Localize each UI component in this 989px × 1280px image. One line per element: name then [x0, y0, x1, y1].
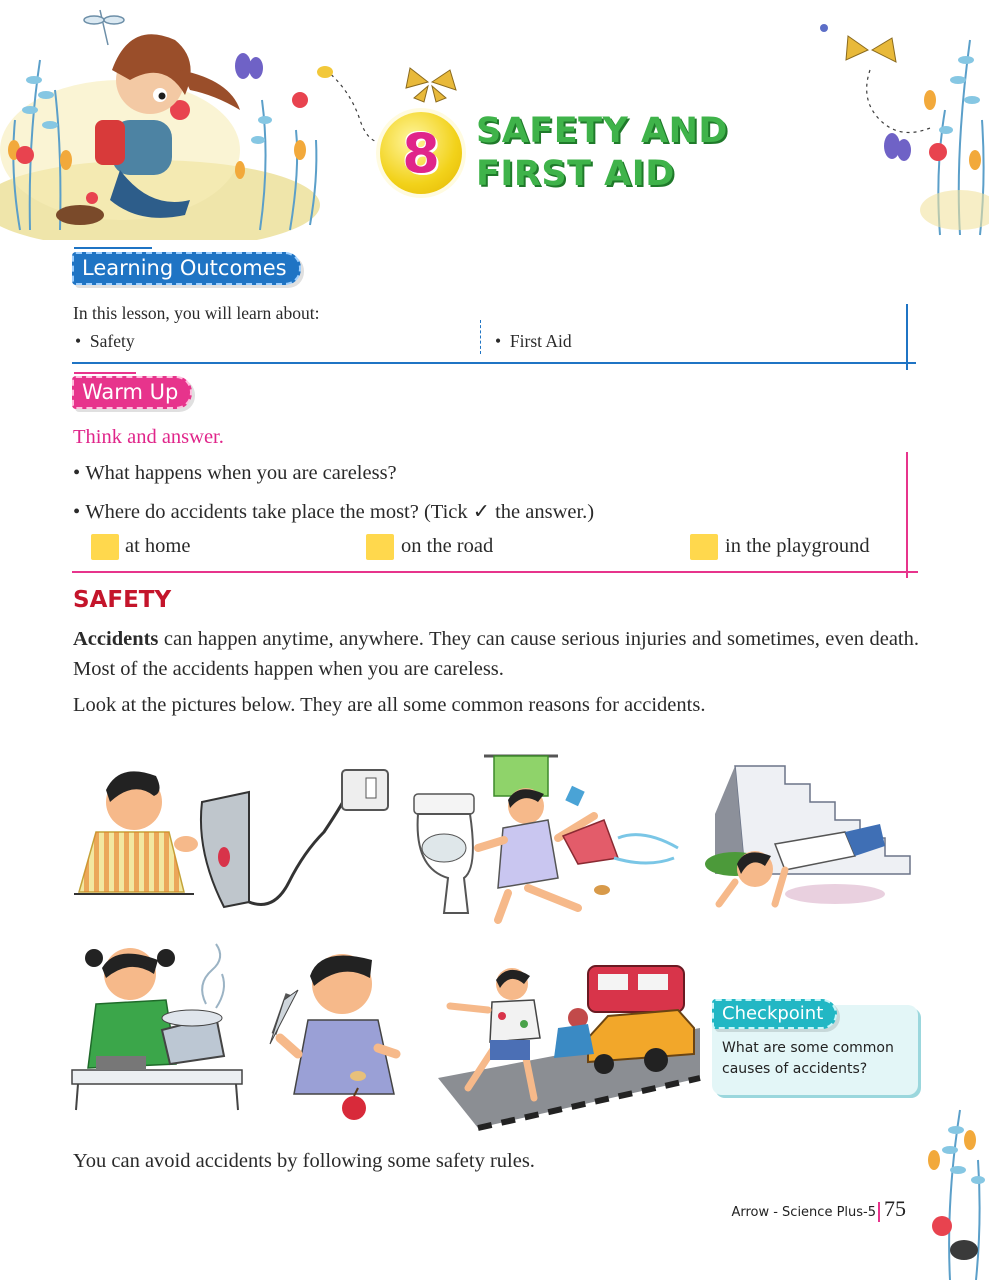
option-in-the-playground: in the playground: [725, 535, 870, 557]
illustration-hot-iron: [74, 762, 394, 912]
page-number: 75: [884, 1196, 906, 1221]
safety-conclusion: You can avoid accidents by following some safety rules.: [73, 1150, 535, 1172]
checkpoint-label: Checkpoint: [712, 999, 837, 1029]
learning-outcomes-divider: [480, 320, 481, 354]
illustration-road-accident: [438, 958, 700, 1128]
learning-outcome-item: [75, 331, 135, 352]
warm-up-bottom-rule: [72, 571, 918, 573]
bullet-icon: •: [495, 331, 510, 351]
warm-up-accent-line: [74, 372, 136, 374]
warm-up-prompt: Think and answer.: [73, 426, 224, 448]
bullet-icon: •: [73, 501, 86, 523]
chapter-title-line-2: FIRST AID: [476, 154, 675, 194]
term-accidents: Accidents: [73, 628, 159, 650]
option-at-home: at home: [125, 535, 191, 557]
learning-outcomes-right-rule: [906, 304, 908, 370]
learning-outcomes-accent-line: [74, 247, 152, 249]
tick-box-in-the-playground[interactable]: [690, 534, 718, 560]
checkpoint-question: What are some common causes of accidents?: [722, 1040, 894, 1077]
illustration-slipping-in-bathroom: [408, 748, 688, 928]
warm-up-label: Warm Up: [72, 376, 192, 409]
bullet-icon: •: [73, 462, 86, 484]
warm-up-question: [73, 462, 397, 485]
tick-box-on-the-road[interactable]: [366, 534, 394, 560]
section-heading-safety: SAFETY: [73, 587, 172, 613]
warm-up-question: [73, 499, 594, 524]
illustration-hot-pot: [66, 944, 246, 1114]
bullet-icon: •: [75, 331, 90, 351]
footer-separator: [878, 1202, 880, 1222]
warm-up-question-2: Where do accidents take place the most? (Tick ✓ the answer.): [85, 501, 595, 523]
illustration-falling-down-stairs: [705, 754, 921, 918]
safety-paragraph-1: [73, 624, 919, 684]
footer-flower-decoration: [920, 1100, 989, 1280]
illustration-knife-cut: [258, 944, 408, 1124]
safety-paragraph-1-text: can happen anytime, anywhere. They can cause serious injuries and sometimes, even death. Most of the accidents happen when you are careless.: [73, 628, 919, 680]
learning-outcome-item-safety: Safety: [89, 331, 135, 351]
tick-box-at-home[interactable]: [91, 534, 119, 560]
learning-outcomes-bottom-rule: [72, 362, 916, 364]
learning-outcomes-intro: In this lesson, you will learn about:: [73, 303, 320, 323]
safety-paragraph-2: Look at the pictures below. They are all some common reasons for accidents.: [73, 694, 706, 716]
learning-outcomes-label: Learning Outcomes: [72, 252, 301, 285]
footer-book-title: Arrow - Science Plus-5: [731, 1205, 876, 1220]
warm-up-question-1: What happens when you are careless?: [85, 462, 397, 484]
learning-outcome-item: [495, 331, 572, 352]
warm-up-right-rule: [906, 452, 908, 578]
chapter-number: 8: [402, 122, 440, 185]
chapter-title-line-1: SAFETY AND: [476, 111, 728, 151]
option-on-the-road: on the road: [401, 535, 494, 557]
chapter-title: [476, 110, 796, 196]
learning-outcome-item-first-aid: First Aid: [509, 331, 572, 351]
